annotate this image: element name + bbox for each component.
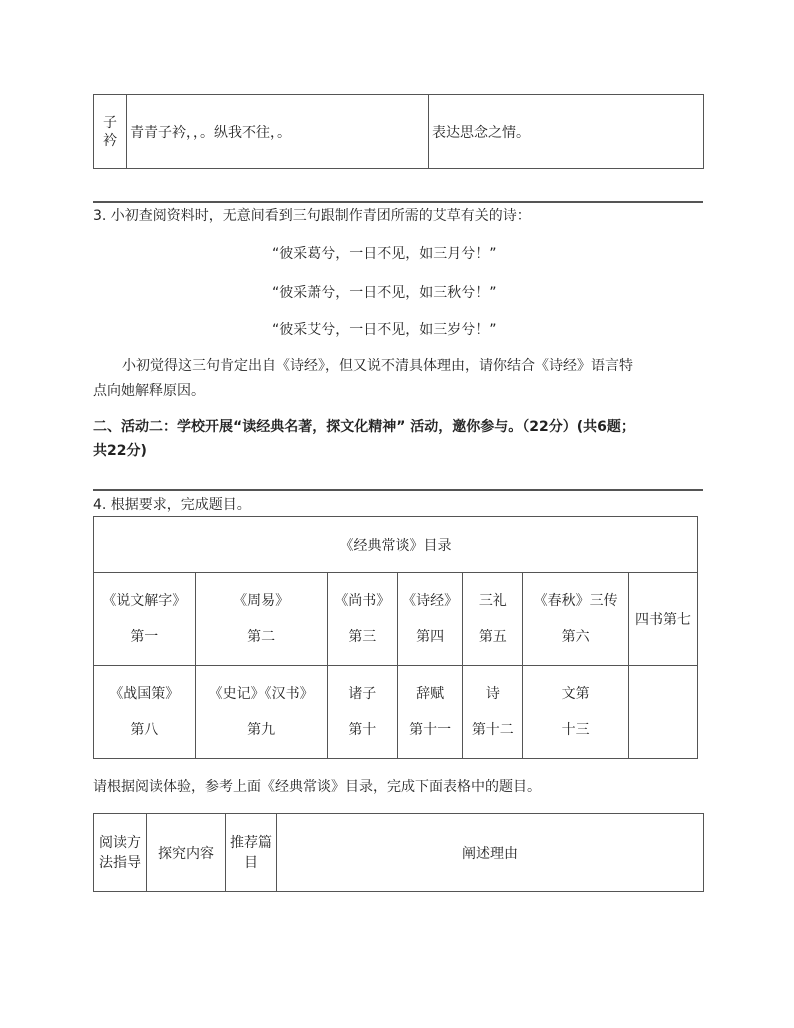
poem-meaning: 表达思念之情。 bbox=[432, 124, 530, 141]
catalog-title: 《经典常谈》目录 bbox=[94, 517, 698, 573]
divider bbox=[93, 201, 703, 203]
catalog-cell-empty bbox=[628, 666, 697, 759]
catalog-cell: 三礼 第五 bbox=[463, 573, 523, 666]
reading-table bbox=[93, 813, 704, 892]
question-4-prompt: 4. 根据要求，完成题目。 bbox=[93, 497, 251, 513]
question-3-paragraph-line-2: 点向她解释原因。 bbox=[93, 383, 205, 399]
question-3-prompt: 3. 小初查阅资料时，无意间看到三句跟制作青团所需的艾草有关的诗： bbox=[93, 208, 531, 224]
catalog-cell: 诸子 第十 bbox=[327, 666, 397, 759]
catalog-cell: 四书第七 bbox=[628, 573, 697, 666]
divider bbox=[93, 489, 703, 491]
recommended-chapter-header: 推荐篇目 bbox=[226, 814, 277, 892]
catalog-cell: 《尚书》 第三 bbox=[327, 573, 397, 666]
poem-title: 子衿 bbox=[103, 114, 117, 149]
catalog-cell: 文第 十三 bbox=[523, 666, 629, 759]
question-3-paragraph-line-1: 小初觉得这三句肯定出自《诗经》，但又说不清具体理由，请你结合《诗经》语言特 bbox=[122, 358, 633, 374]
poem-meaning-cell bbox=[429, 95, 704, 169]
poem-lines-cell bbox=[127, 95, 429, 169]
reading-method-header: 阅读方法指导 bbox=[94, 814, 147, 892]
section-2-heading-line-2: 共22分) bbox=[93, 443, 147, 459]
catalog-cell: 《诗经》 第四 bbox=[397, 573, 462, 666]
catalog-cell: 《说文解字》 第一 bbox=[94, 573, 196, 666]
poem-line-1: “彼采葛兮，一日不见，如三月兮！” bbox=[272, 246, 497, 262]
poem-line-2: “彼采萧兮，一日不见，如三秋兮！” bbox=[272, 285, 497, 301]
section-2-heading-line-1: 二、活动二：学校开展“读经典名著，探文化精神” 活动，邀你参与。（22分）(共6题； bbox=[93, 419, 635, 435]
catalog-table bbox=[93, 516, 698, 759]
catalog-cell: 《史记》《汉书》 第九 bbox=[195, 666, 327, 759]
inquiry-content-header: 探究内容 bbox=[147, 814, 226, 892]
poem-lines: 青青子衿，，。纵我不往，。 bbox=[130, 124, 291, 141]
poem-line-3: “彼采艾兮，一日不见，如三岁兮！” bbox=[272, 322, 497, 338]
poem-title-cell bbox=[94, 95, 127, 169]
catalog-cell: 《春秋》三传 第六 bbox=[523, 573, 629, 666]
reason-header: 阐述理由 bbox=[277, 814, 704, 892]
catalog-cell: 《战国策》 第八 bbox=[94, 666, 196, 759]
catalog-cell: 辞赋 第十一 bbox=[397, 666, 462, 759]
poem-table bbox=[93, 94, 704, 169]
catalog-cell: 诗 第十二 bbox=[463, 666, 523, 759]
catalog-cell: 《周易》 第二 bbox=[195, 573, 327, 666]
question-4-instruction: 请根据阅读体验，参考上面《经典常谈》目录，完成下面表格中的题目。 bbox=[93, 779, 541, 795]
